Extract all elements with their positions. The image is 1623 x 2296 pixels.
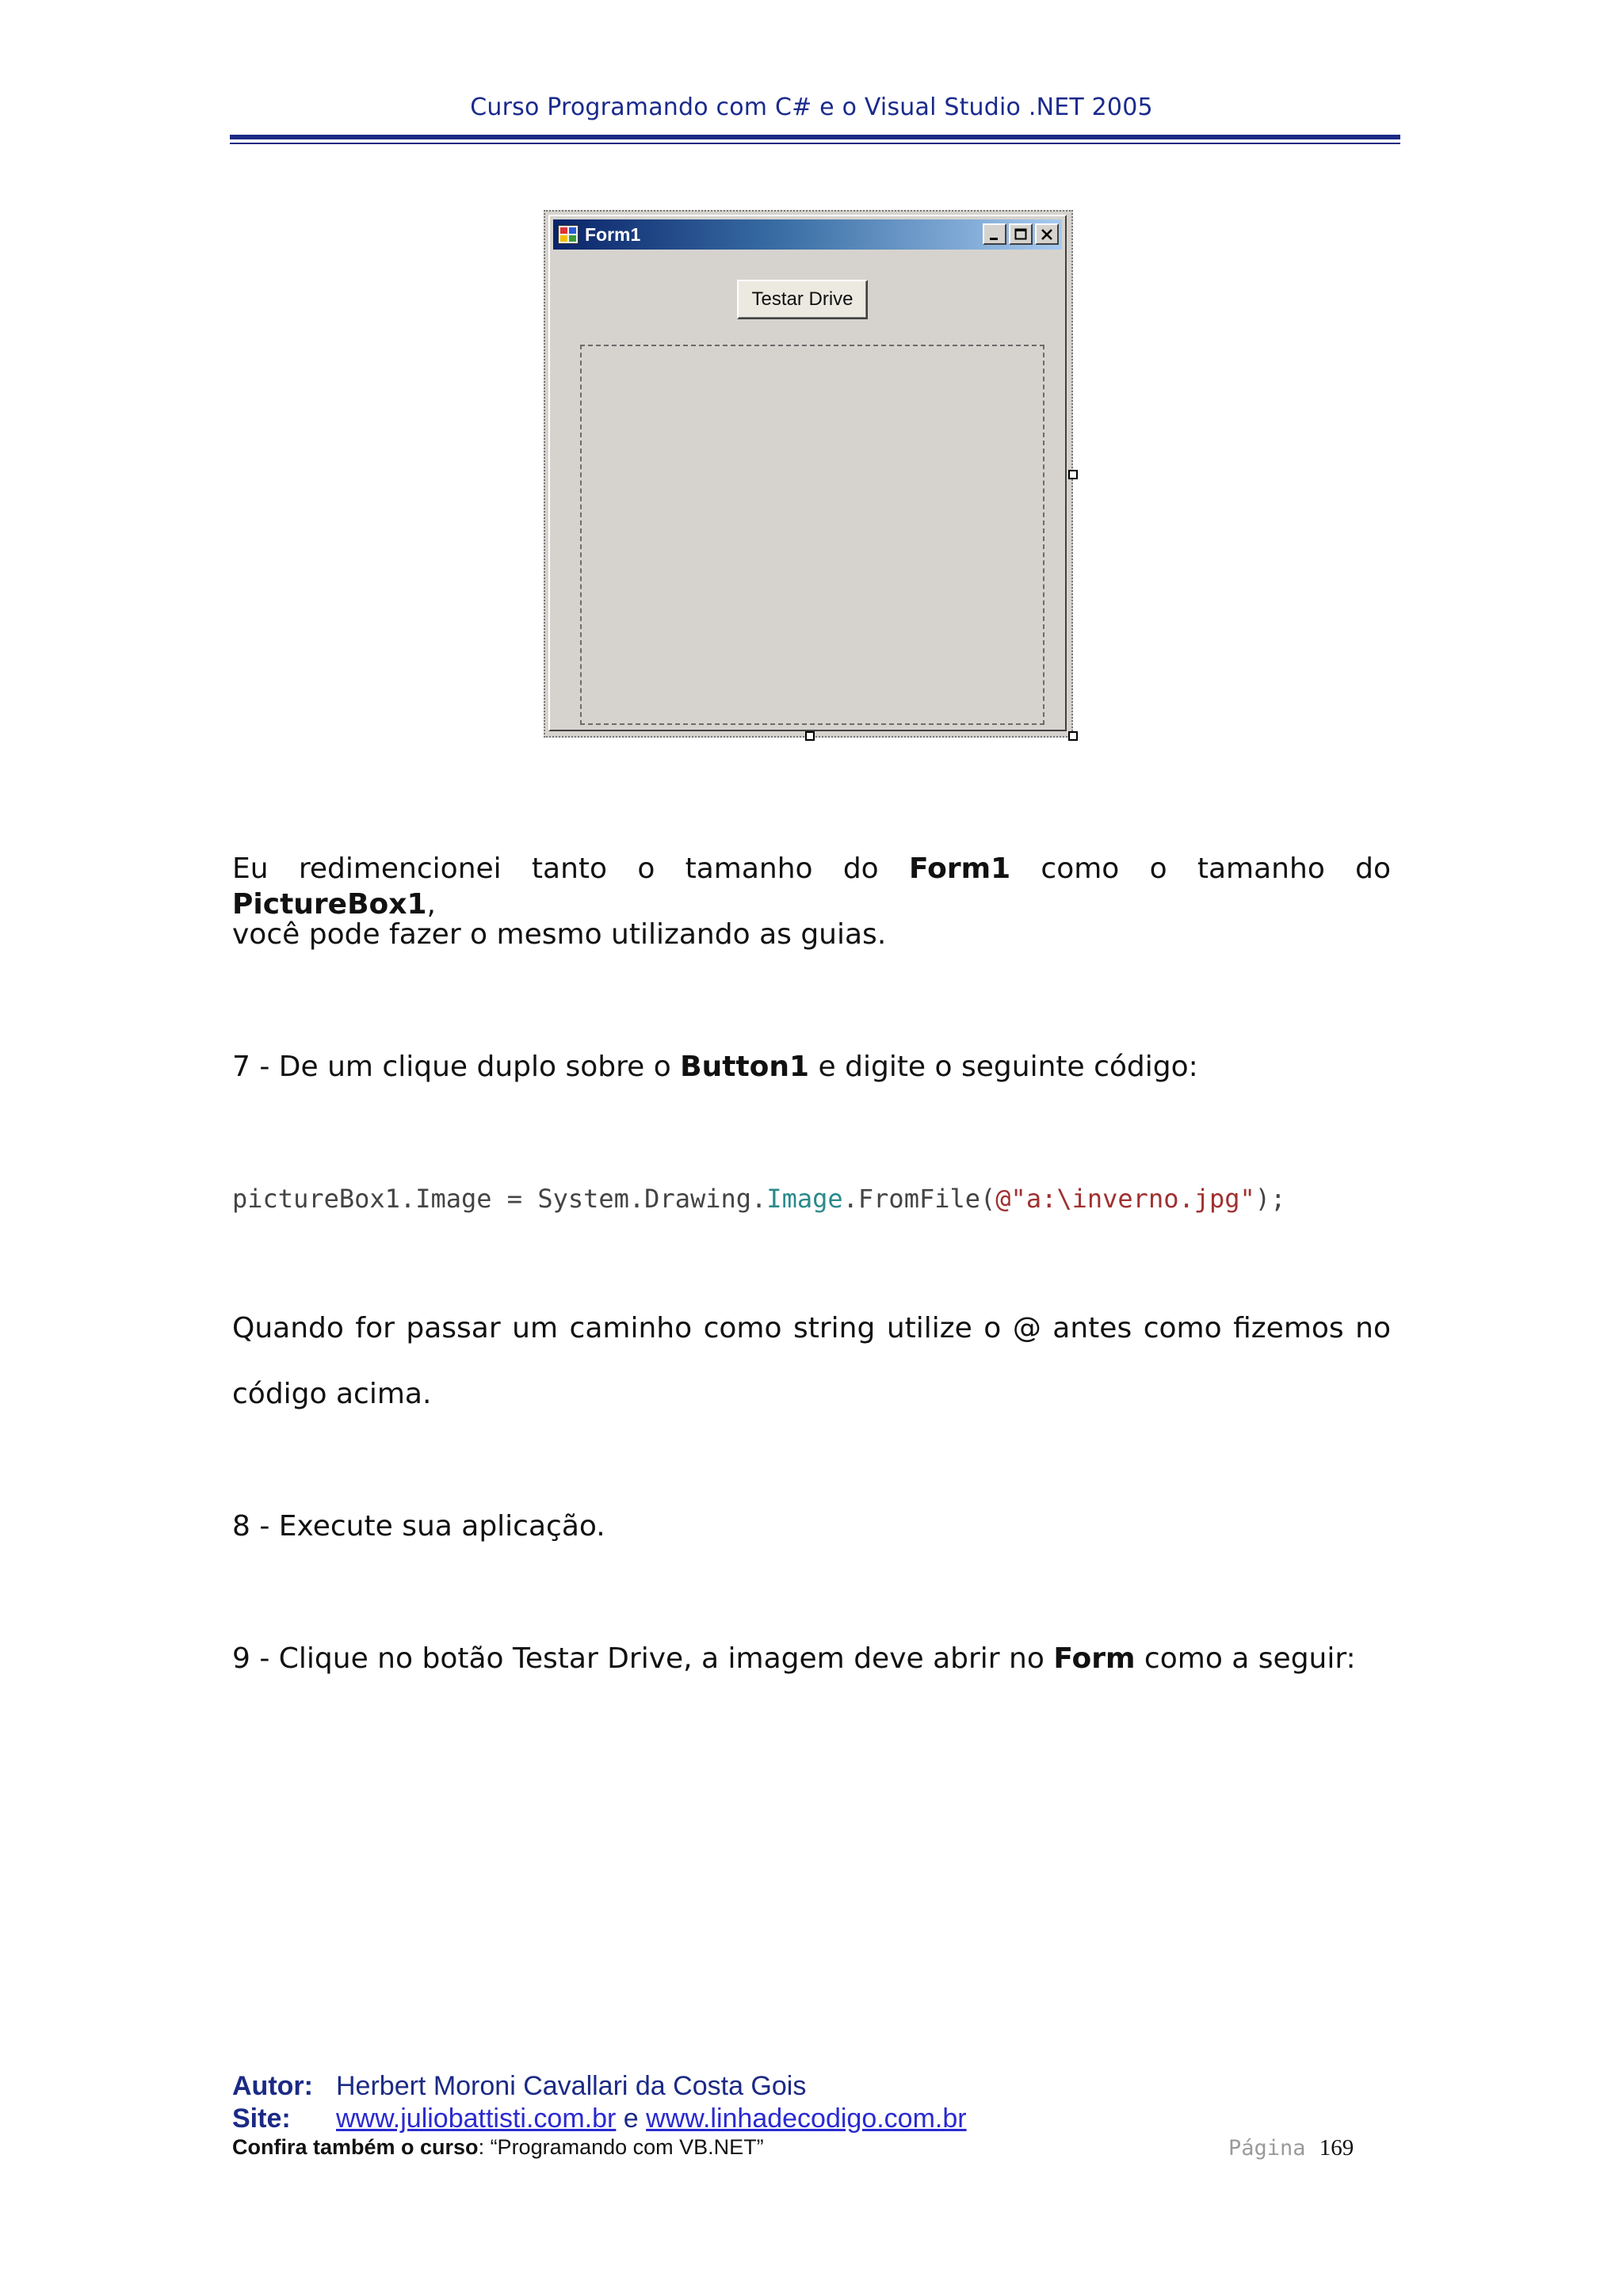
window-title: Form1 [585, 224, 641, 245]
code-text: pictureBox1.Image = System.Drawing. [232, 1184, 767, 1214]
text-segment: como a seguir: [1135, 1642, 1356, 1675]
site-separator: e [616, 2103, 647, 2134]
bold-button1: Button1 [680, 1051, 810, 1083]
text-segment: como o tamanho do [1010, 852, 1391, 885]
step-8: 8 - Execute sua aplicação. [232, 1510, 605, 1543]
header-rule-thin [230, 143, 1400, 144]
page-label: Página [1228, 2136, 1306, 2161]
text-segment: 7 - De um clique duplo sobre o [232, 1051, 681, 1083]
code-string: @"a:\inverno.jpg" [995, 1184, 1255, 1214]
footer-note [232, 2135, 764, 2160]
code-type: Image [766, 1184, 843, 1214]
caption-buttons [980, 223, 1059, 246]
resize-handle-bottom[interactable] [805, 731, 815, 741]
footer-note-text: : “Programando com VB.NET” [478, 2135, 764, 2159]
paragraph-at-note-line2: código acima. [232, 1378, 432, 1410]
close-icon [1041, 228, 1053, 241]
page-number-block [1228, 2135, 1354, 2161]
maximize-icon [1014, 228, 1027, 241]
bold-form: Form [1053, 1642, 1136, 1675]
link-linhadecodigo[interactable]: www.linhadecodigo.com.br [646, 2103, 967, 2134]
testar-drive-button[interactable]: Testar Drive [737, 280, 868, 319]
bold-form1: Form1 [908, 852, 1011, 885]
resize-handle-right[interactable] [1068, 470, 1078, 479]
header-rule [230, 135, 1400, 139]
text-segment: e digite o seguinte código: [809, 1051, 1198, 1083]
site-label: Site: [232, 2103, 291, 2134]
paragraph-at-note-line1: Quando for passar um caminho como string utilize o @ antes como fizemos no [232, 1312, 1391, 1344]
form-designer-surface [544, 210, 1073, 738]
author-name: Herbert Moroni Cavallari da Costa Gois [336, 2071, 807, 2101]
paragraph-resize-note-line1 [232, 851, 1391, 922]
code-text: ); [1254, 1184, 1286, 1214]
minimize-icon [988, 228, 1001, 241]
author-label: Autor: [232, 2071, 313, 2101]
form1-window[interactable] [548, 215, 1067, 731]
form-icon [558, 225, 579, 244]
step-7 [232, 1049, 1391, 1085]
page-number: 169 [1319, 2135, 1354, 2161]
picturebox1[interactable] [580, 345, 1044, 725]
step-9 [232, 1641, 1391, 1676]
text-segment: Eu redimencionei tanto o tamanho do [232, 852, 909, 885]
page-header-title: Curso Programando com C# e o Visual Studio .NET 2005 [470, 93, 1153, 121]
text-segment: , [426, 888, 436, 921]
maximize-button[interactable] [1009, 223, 1033, 245]
bold-picturebox1: PictureBox1 [232, 888, 427, 921]
text-segment: 9 - Clique no botão Testar Drive, a imagem deve abrir no [232, 1642, 1054, 1675]
code-snippet [232, 1184, 1285, 1214]
close-button[interactable] [1035, 223, 1059, 245]
paragraph-resize-note-line2: você pode fazer o mesmo utilizando as guias. [232, 918, 887, 951]
resize-handle-corner[interactable] [1068, 731, 1078, 741]
footer-note-bold: Confira também o curso [232, 2135, 479, 2159]
code-text: .FromFile( [842, 1184, 996, 1214]
site-links [336, 2103, 967, 2134]
form1-titlebar[interactable] [553, 219, 1062, 250]
minimize-button[interactable] [983, 223, 1006, 245]
link-juliobattisti[interactable]: www.juliobattisti.com.br [336, 2103, 617, 2134]
